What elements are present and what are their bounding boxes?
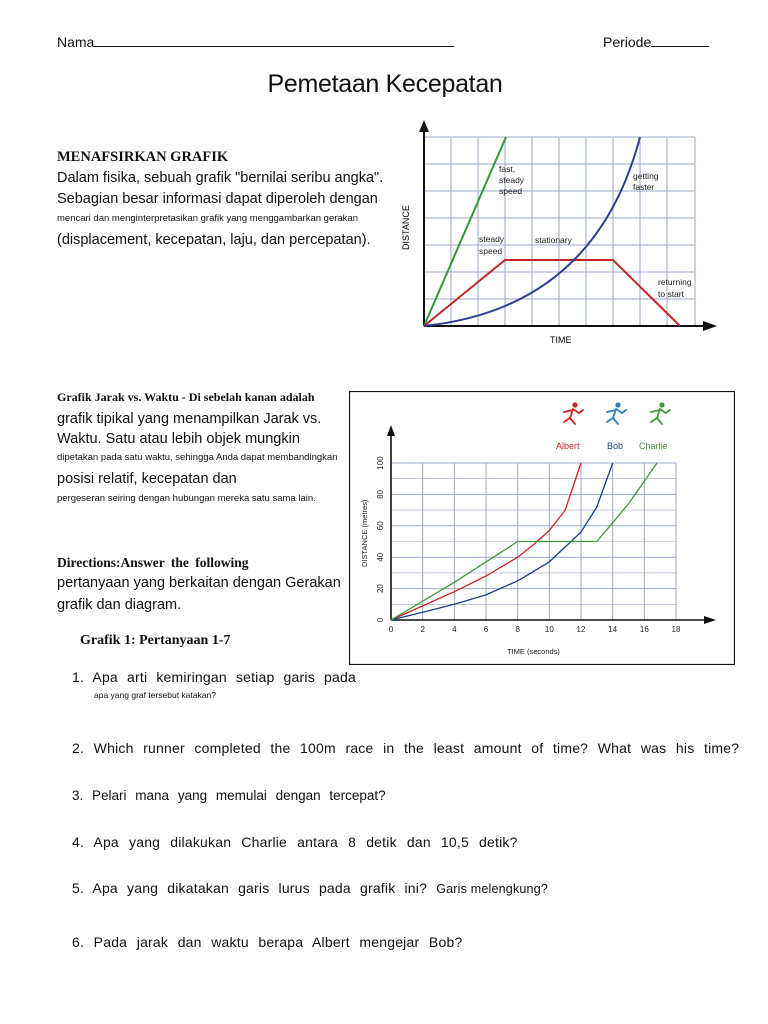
label-faster: faster: [633, 182, 655, 192]
label-fast-steady: steady: [499, 175, 525, 185]
chart-xlabel: TIME (seconds): [507, 647, 560, 656]
x-tick-label: 16: [639, 625, 649, 634]
section2-line1: grafik tipikal yang menampilkan Jarak vs.: [57, 411, 322, 427]
directions-line2: grafik dan diagram.: [57, 597, 182, 613]
x-tick-label: 18: [671, 625, 681, 634]
name-label: Nama: [57, 34, 95, 50]
name-field[interactable]: [57, 33, 454, 50]
section2-heading: Grafik Jarak vs. Waktu - Di sebelah kanan adalah: [57, 390, 315, 404]
section2-line3: dipetakan pada satu waktu, sehingga Anda dapat membandingkan: [57, 452, 338, 463]
legend-label-charlie: Charlie: [639, 441, 668, 451]
section1-line1: Dalam fisika, sebuah grafik "bernilai seribu angka".: [57, 170, 384, 186]
question-3: [72, 788, 386, 803]
section1-line2: Sebagian besar informasi dapat diperoleh dengan: [57, 191, 378, 207]
race-distance-time-chart: [349, 391, 735, 665]
y-tick-label: 0: [376, 617, 385, 623]
label-getting: getting: [633, 171, 659, 181]
stationary-line: [424, 260, 680, 326]
question-2: [72, 740, 739, 756]
section2-line5: pergeseran seiring dengan hubungan mereka satu sama lain.: [57, 493, 316, 504]
x-tick-label: 14: [608, 625, 618, 634]
section1-heading: MENAFSIRKAN GRAFIK: [57, 149, 229, 165]
period-blank[interactable]: [651, 33, 709, 47]
y-tick-label: 60: [376, 521, 385, 531]
diagram1-xlabel: TIME: [550, 335, 572, 345]
x-tick-label: 8: [515, 625, 520, 634]
question-1-text: Apa arti kemiringan setiap garis pada: [92, 669, 356, 685]
grafik1-title: Grafik 1: Pertanyaan 1-7: [80, 633, 231, 648]
question-1: [72, 669, 356, 685]
y-tick-label: 80: [376, 489, 385, 499]
section1-line3: mencari dan menginterpretasikan grafik yang menggambarkan gerakan: [57, 213, 359, 224]
x-tick-label: 10: [544, 625, 554, 634]
question-3-text: Pelari mana yang memulai dengan tercepat?: [92, 788, 386, 803]
label-to-start: to start: [658, 289, 684, 299]
legend-label-albert: Albert: [556, 441, 580, 451]
question-1-sub: apa yang graf tersebut katakan?: [94, 690, 216, 700]
question-6-number: 6.: [72, 934, 85, 950]
question-4-number: 4.: [72, 834, 85, 850]
section2-line2: Waktu. Satu atau lebih objek mungkin: [57, 431, 300, 447]
label-stationary: stationary: [535, 235, 572, 245]
x-tick-label: 0: [388, 625, 394, 634]
y-tick-label: 100: [376, 456, 385, 470]
directions-line1: pertanyaan yang berkaitan dengan Gerakan: [57, 575, 341, 591]
question-5-number: 5.: [72, 880, 85, 896]
question-4-text: Apa yang dilakukan Charlie antara 8 detik dan 10,5 detik?: [93, 834, 518, 850]
question-2-text: Which runner completed the 100m race in the least amount of time? What was his time?: [93, 740, 740, 756]
y-tick-label: 40: [376, 552, 385, 562]
legend-label-bob: Bob: [607, 441, 624, 451]
chart-ylabel: DISTANCE (metres): [360, 499, 369, 567]
x-tick-label: 4: [452, 625, 457, 634]
question-3-number: 3.: [72, 788, 84, 803]
section2-line4: posisi relatif, kecepatan dan: [57, 471, 237, 487]
period-label: Periode: [603, 34, 652, 50]
label-returning: returning: [658, 277, 692, 287]
question-6: [72, 934, 462, 950]
question-2-number: 2.: [72, 740, 85, 756]
y-tick-label: 20: [376, 584, 385, 594]
directions-heading: Directions:Answer the following: [57, 555, 249, 570]
fast-steady-line: [424, 137, 506, 326]
x-tick-label: 6: [483, 625, 489, 634]
question-4: [72, 834, 518, 850]
x-tick-label: 12: [576, 625, 586, 634]
question-6-text: Pada jarak dan waktu berapa Albert mengejar Bob?: [93, 934, 463, 950]
question-5-extra: Garis melengkung?: [436, 882, 548, 896]
question-5: [72, 880, 548, 896]
question-1-number: 1.: [72, 669, 85, 685]
section1-line4: (displacement, kecepatan, laju, dan percepatan).: [57, 232, 371, 248]
motion-concept-diagram: [395, 118, 720, 353]
page-title: Pemetaan Kecepatan: [267, 70, 503, 98]
name-blank[interactable]: [94, 33, 454, 47]
label-steady: steady: [479, 234, 505, 244]
label-steady-speed: speed: [479, 246, 503, 256]
diagram1-ylabel: DISTANCE: [401, 205, 411, 250]
label-fast: fast,: [499, 164, 516, 174]
question-5-text: Apa yang dikatakan garis lurus pada grafik ini?: [92, 880, 428, 896]
x-tick-label: 2: [420, 625, 425, 634]
period-field[interactable]: [603, 33, 709, 50]
label-fast-speed: speed: [499, 186, 523, 196]
